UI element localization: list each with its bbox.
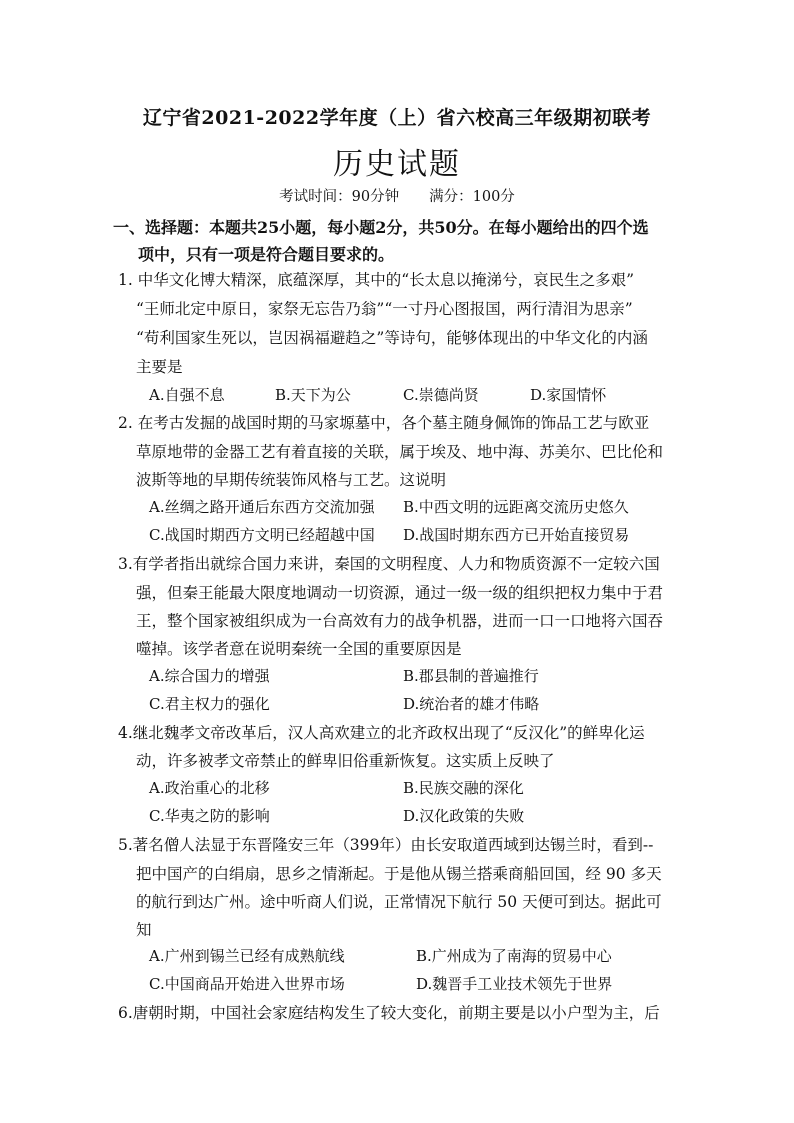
question-1-line: 1. 中华文化博大精深，底蕴深厚，其中的“长太息以掩涕兮，哀民生之多艰”: [118, 271, 635, 289]
question-3-line: 3.有学者指出就综合国力来讲，秦国的文明程度、人力和物质资源不一定较六国: [118, 555, 660, 573]
exam-title: 辽宁省2021-2022学年度（上）省六校高三年级期初联考: [142, 107, 652, 129]
question-4-option-a: A.政治重心的北移: [149, 779, 270, 797]
question-3-option-d: D.统治者的雄才伟略: [403, 695, 540, 713]
question-1-option-c: C.崇德尚贤: [403, 386, 479, 404]
question-1-option-d: D.家国情怀: [530, 386, 607, 404]
question-3-option-b: B.郡县制的普遍推行: [403, 667, 539, 685]
section-heading: [113, 214, 683, 268]
question-2-option-b: B.中西文明的远距离交流历史悠久: [403, 498, 629, 516]
question-2-line: 草原地带的金器工艺有着直接的关联，属于埃及、地中海、苏美尔、巴比伦和: [136, 443, 664, 461]
question-2-line: 2. 在考古发掘的战国时期的马家塬墓中，各个墓主随身佩饰的饰品工艺与欧亚: [118, 414, 650, 432]
question-2-option-c: C.战国时期西方文明已经超越中国: [149, 526, 375, 544]
question-4-option-c: C.华夷之防的影响: [149, 807, 270, 825]
question-4-option-d: D.汉化政策的失败: [403, 807, 525, 825]
question-3-line: 强，但秦王能最大限度地调动一切资源，通过一级一级的组织把权力集中于君: [136, 584, 664, 602]
question-1-line: “苟利国家生死以，岂因祸福避趋之”等诗句，能够体现出的中华文化的内涵: [136, 329, 648, 347]
exam-score: 满分：100分: [429, 189, 515, 205]
question-5-option-d: D.魏晋手工业技术领先于世界: [416, 975, 613, 993]
question-3-option-c: C.君主权力的强化: [149, 695, 270, 713]
question-5-line: 的航行到达广州。途中听商人们说，正常情况下航行 50 天便可到达。据此可: [136, 893, 662, 911]
section-heading-line: 一、选择题：本题共25小题，每小题2分，共50分。在每小题给出的四个选: [113, 218, 649, 237]
question-5-option-b: B.广州成为了南海的贸易中心: [416, 947, 612, 965]
question-4-line: 动，许多被孝文帝禁止的鲜卑旧俗重新恢复。这实质上反映了: [136, 752, 555, 770]
question-2-option-d: D.战国时期东西方已开始直接贸易: [403, 526, 630, 544]
question-2-line: 波斯等地的早期传统装饰风格与工艺。这说明: [136, 471, 447, 489]
question-5-line: 把中国产的白绢扇，思乡之情渐起。于是他从锡兰搭乘商船回国，经 90 多天: [136, 865, 662, 883]
exam-time: 考试时间：90分钟: [279, 189, 400, 205]
question-5-option-c: C.中国商品开始进入世界市场: [149, 975, 345, 993]
question-3-line: 王，整个国家被组织成为一台高效有力的战争机器，进而一口一口地将六国吞: [136, 612, 664, 630]
question-3-line: 噬掉。该学者意在说明秦统一全国的重要原因是: [136, 640, 462, 658]
question-1-option-a: A.自强不息: [149, 386, 225, 404]
question-4-line: 4.继北魏孝文帝改革后，汉人高欢建立的北齐政权出现了“反汉化”的鲜卑化运: [118, 724, 645, 742]
question-5-line: 5.著名僧人法显于东晋隆安三年（399年）由长安取道西域到达锡兰时，看到--: [118, 836, 654, 854]
question-2-option-a: A.丝绸之路开通后东西方交流加强: [149, 498, 375, 516]
question-5-option-a: A.广州到锡兰已经有成熟航线: [149, 947, 345, 965]
question-1-line: “王师北定中原日，家祭无忘告乃翁”“一寸丹心图报国，两行清泪为思亲”: [136, 300, 633, 318]
subject-title: 历史试题: [333, 147, 461, 182]
section-heading-line: 项中，只有一项是符合题目要求的。: [138, 245, 395, 264]
question-3-option-a: A.综合国力的增强: [149, 667, 270, 685]
question-6-line: 6.唐朝时期，中国社会家庭结构发生了较大变化，前期主要是以小户型为主，后: [118, 1004, 660, 1022]
exam-info: [0, 185, 794, 206]
question-1-option-b: B.天下为公: [275, 386, 351, 404]
question-5-line: 知: [136, 921, 152, 939]
question-4-option-b: B.民族交融的深化: [403, 779, 524, 797]
question-1-line: 主要是: [136, 358, 183, 376]
